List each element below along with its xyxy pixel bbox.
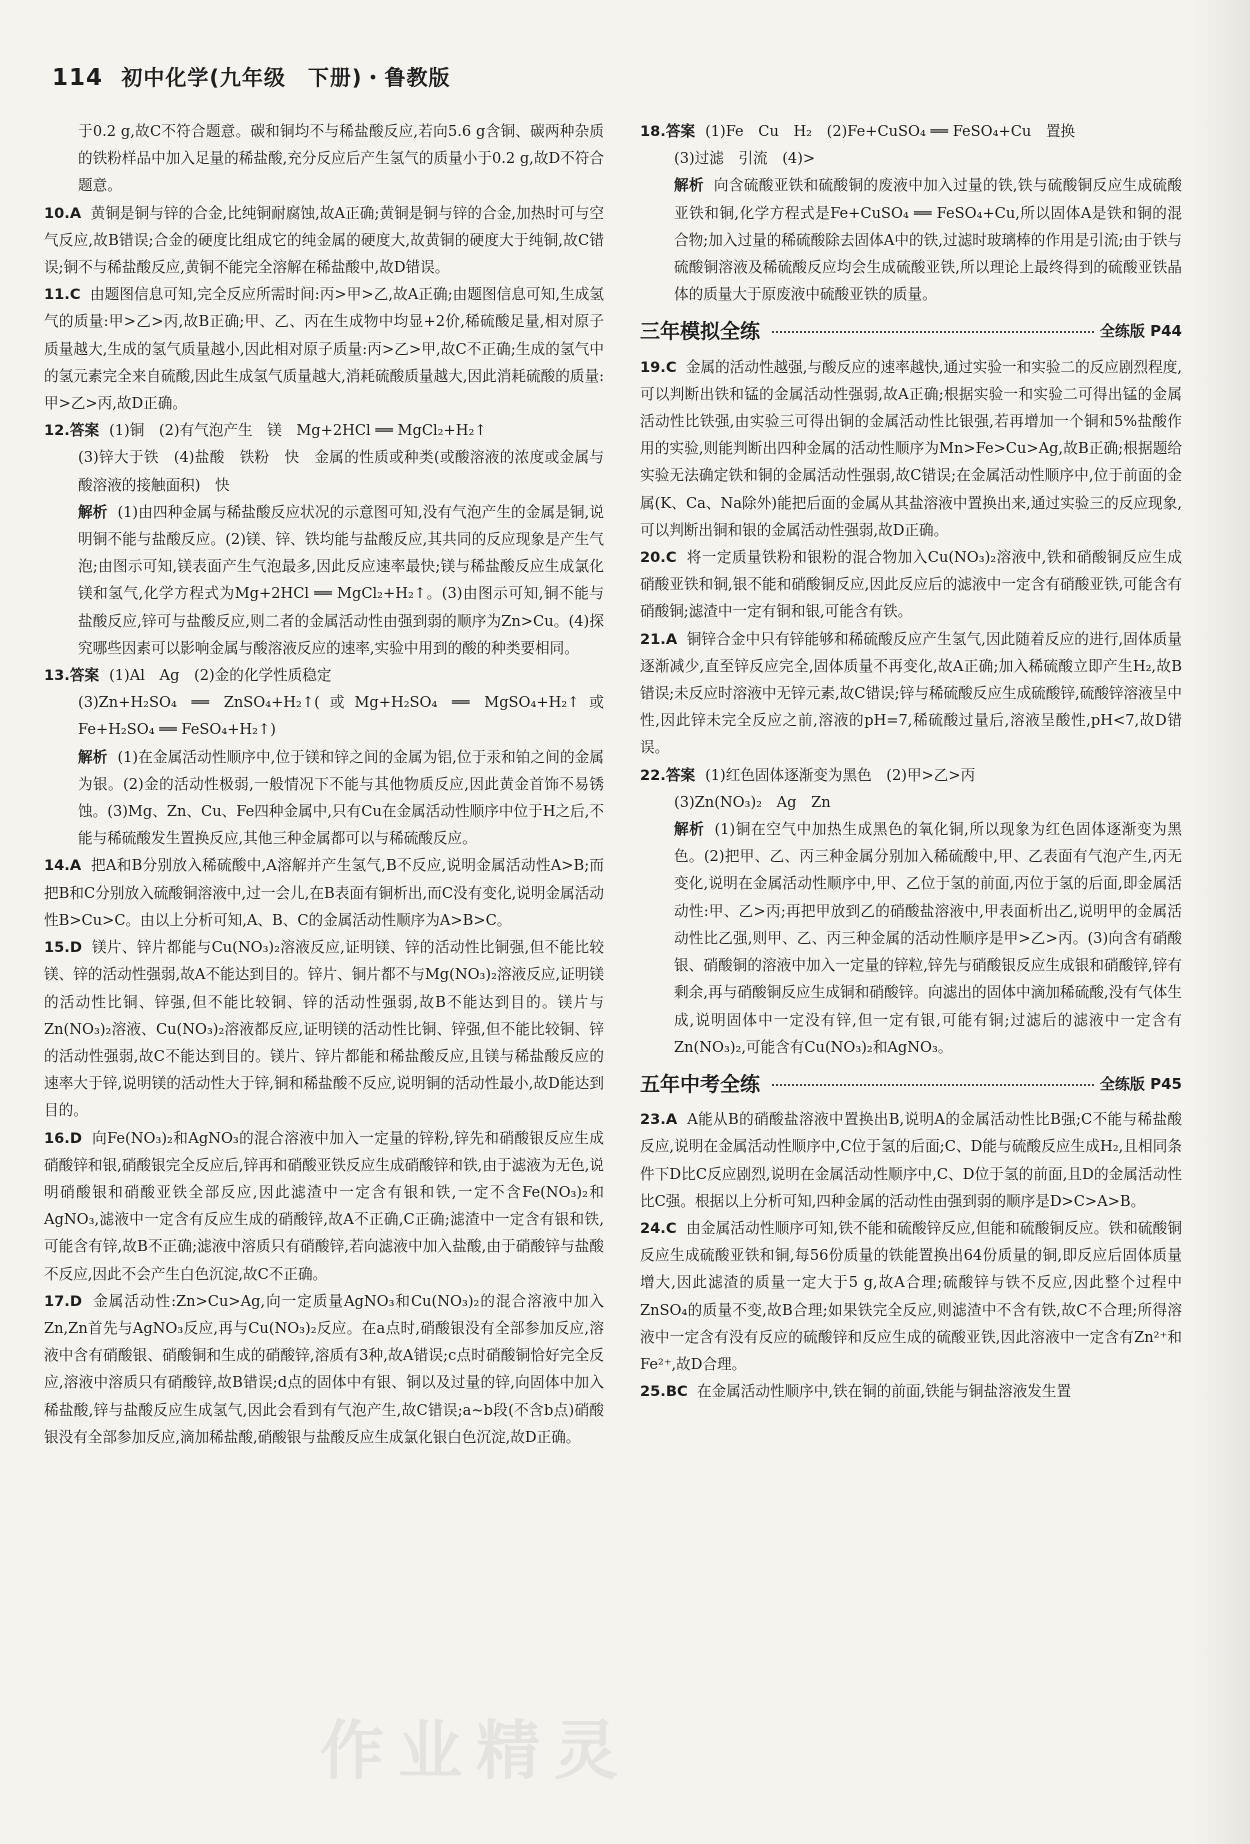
question-number: 18. <box>640 123 666 140</box>
page-number: 114 <box>52 65 104 91</box>
label-tag: 解析 <box>674 177 704 195</box>
section-ref: 全练版 P44 <box>1099 322 1182 341</box>
label-tag: 答案 <box>665 766 696 784</box>
left-column <box>44 118 604 1451</box>
leader-dots <box>772 1084 1094 1086</box>
answer-text: 镁片、锌片都能与Cu(NO₃)₂溶液反应,证明镁、锌的活动性比铜强,但不能比较镁、锌的活动性强弱,故A不能达到目的。锌片、铜片都不与Mg(NO₃)₂溶液反应,证明镁的活动性比铜、锌强,但不能比较铜、锌的活动性强弱,故B不能达到目的。镁片与Zn(NO₃)₂溶液、Cu(NO₃)₂溶液都反应,证明镁的活动性比铜、锌强,但不能比较铜、锌的活动性强弱,故C不能达到目的。镁片、锌片都能和稀盐酸反应,且镁与稀盐酸反应的速率大于锌,说明镁的活动性大于锌,铜和稀盐酸不反应,说明铜的活动性最小,故D能达到目的。 <box>44 939 604 1120</box>
answer-item <box>640 118 1182 172</box>
question-number: 10.A <box>44 204 82 222</box>
watermark: 作业精灵 <box>320 1715 632 1789</box>
answer-text: (1)Al Ag (2)金的化学性质稳定 <box>109 667 332 685</box>
section-title: 五年中考全练 <box>640 1071 760 1096</box>
answer-item <box>44 934 604 1124</box>
answer-item <box>44 852 604 934</box>
answer-text: 黄铜是铜与锌的合金,比纯铜耐腐蚀,故A正确;黄铜是铜与锌的合金,加热时可与空气反应,故B错误;合金的硬度比组成它的纯金属的硬度大,故黄铜的硬度大于纯铜,故C错误;铜不与稀盐酸反应,黄铜不能完全溶解在稀盐酸中,故D错误。 <box>44 204 604 277</box>
question-number: 13. <box>44 667 70 685</box>
answer-text: 在金属活动性顺序中,铁在铜的前面,铁能与铜盐溶液发生置 <box>696 1383 1072 1401</box>
answer-text: 金属活动性:Zn>Cu>Ag,向一定质量AgNO₃和Cu(NO₃)₂的混合溶液中加入Zn,Zn首先与AgNO₃反应,再与Cu(NO₃)₂反应。在a点时,硝酸银没有全部参加反应,溶液中含有硝酸银、硝酸铜和生成的硝酸锌,溶质有3种,故A错误;c点时硝酸铜恰好完全反应,溶液中溶质只有硝酸锌,故B错误;d点的固体中有银、铜以及过量的锌,向固体中加入稀盐酸,锌与盐酸反应生成氢气,因此会看到有气泡产生,故C错误;a~b段(不含b点)硝酸银没有全部参加反应,滴加稀盐酸,硝酸银与盐酸反应生成氯化银白色沉淀,故D正确。 <box>44 1292 604 1446</box>
answer-item <box>640 172 1182 308</box>
question-number: 12. <box>44 422 70 440</box>
answer-item <box>44 200 604 282</box>
question-number: 25.BC <box>640 1383 688 1401</box>
answer-text: 将一定质量铁粉和银粉的混合物加入Cu(NO₃)₂溶液中,铁和硝酸铜反应生成硝酸亚铁和铜,银不能和硝酸铜反应,因此反应后的滤液中一定含有硝酸亚铁,可能含有硝酸铜;滤渣中一定有铜和银,可能含有铁。 <box>640 549 1183 621</box>
question-number: 20.C <box>640 549 677 567</box>
answer-item <box>44 1125 604 1288</box>
section-header-five-year <box>640 1071 1182 1098</box>
label-tag: 解析 <box>78 748 108 766</box>
label-tag: 答案 <box>665 123 696 140</box>
answer-text: (1)Fe Cu H₂ (2)Fe+CuSO₄ ══ FeSO₄+Cu 置换 <box>705 123 1076 140</box>
question-number: 15.D <box>44 939 82 957</box>
answer-text: 把A和B分别放入稀硫酸中,A溶解并产生氢气,B不反应,说明金属活动性A>B;而把B和C分别放入硫酸铜溶液中,过一会儿,在B表面有铜析出,而C没有变化,说明金属活动性B>Cu>C。由以上分析可知,A、B、C的金属活动性顺序为A>B>C。 <box>44 857 604 929</box>
answer-item <box>640 1215 1182 1378</box>
section-title: 三年模拟全练 <box>640 319 760 344</box>
question-number: 23.A <box>640 1111 678 1129</box>
question-number: 21.A <box>640 630 678 648</box>
answer-continuation: (3)Zn(NO₃)₂ Ag Zn <box>674 793 831 811</box>
question-number: 24.C <box>640 1219 677 1237</box>
answer-item <box>44 417 604 499</box>
answer-item <box>640 354 1182 544</box>
answer-text: 金属的活动性越强,与酸反应的速率越快,通过实验一和实验二的反应剧烈程度,可以判断出铁和锰的金属活动性强弱,故A正确;根据实验一和实验二可得出锰的金属活动性比铁强,由实验三可得出铜的金属活动性比银强,若再增加一个铜和5%盐酸作用的实验,则能判断出四种金属的活动性顺序为Mn>Fe>Cu>Ag,故B正确;根据题给实验无法确定铁和铜的金属活动性强弱,故C错误;在金属活动性顺序中,位于前面的金属(K、Ca、Na除外)能把后面的金属从其盐溶液中置换出来,通过实验三的反应现象,可以判断出铜和银的金属活动性强弱,故D正确。 <box>640 358 1182 539</box>
label-tag: 答案 <box>69 667 100 685</box>
question-number: 17.D <box>44 1292 82 1310</box>
right-column <box>640 118 1182 1405</box>
answer-text: (1)铜在空气中加热生成黑色的氧化铜,所以现象为红色固体逐渐变为黑色。(2)把甲、乙、丙三种金属分别加入稀硫酸中,甲、乙表面有气泡产生,丙无变化,说明在金属活动性顺序中,甲、乙位于氢的前面,丙位于氢的后面,即金属活动性:甲、乙>丙;再把甲放到乙的硝酸盐溶液中,甲表面析出乙,说明甲的金属活动性比乙强,则甲、乙、丙三种金属的活动性顺序是甲>乙>丙。(3)向含有硝酸银、硝酸铜的溶液中加入一定量的锌粒,锌先与硝酸银反应生成银和硝酸锌,锌有剩余,再与硝酸铜反应生成铜和硝酸锌。向滤出的固体中滴加稀硫酸,没有气体生成,说明固体中一定没有锌,但一定有银,可能有铜;过滤后的滤液中一定含有Zn(NO₃)₂,可能含有Cu(NO₃)₂和AgNO₃。 <box>674 821 1182 1056</box>
answer-item <box>44 281 604 417</box>
page-header <box>52 62 451 92</box>
answer-continuation: (3)过滤 引流 (4)> <box>674 150 816 168</box>
question-number: 16.D <box>44 1129 82 1147</box>
answer-text: 于0.2 g,故C不符合题意。碳和铜均不与稀盐酸反应,若向5.6 g含铜、碳两种杂质的铁粉样品中加入足量的稀盐酸,充分反应后产生氢气的质量小于0.2 g,故D不符合题意。 <box>78 123 604 195</box>
answer-text: 由金属活动性顺序可知,铁不能和硫酸锌反应,但能和硫酸铜反应。铁和硫酸铜反应生成硫酸亚铁和铜,每56份质量的铁能置换出64份质量的铜,即反应后固体质量增大,因此滤渣的质量一定大于5 g,故A合理;硫酸锌与铁不反应,因此整个过程中ZnSO₄的质量不变,故B合理;如果铁完全反应,则滤渣中不含有铁,故C不合理;所得溶液中一定含有没有反应的硫酸锌和反应生成的硫酸亚铁,因此溶液中一定含有Zn²⁺和Fe²⁺,故D合理。 <box>640 1219 1183 1373</box>
page-edge-shadow <box>1190 0 1250 1844</box>
answer-text: (1)在金属活动性顺序中,位于镁和锌之间的金属为铝,位于汞和铂之间的金属为银。(2)金的活动性极弱,一般情况下不能与其他物质反应,因此黄金首饰不易锈蚀。(3)Mg、Zn、Cu、Fe四种金属中,只有Cu在金属活动性顺序中位于H之后,不能与稀硫酸发生置换反应,其他三种金属都可以与稀硫酸反应。 <box>78 748 604 848</box>
answer-text: 由题图信息可知,完全反应所需时间:丙>甲>乙,故A正确;由题图信息可知,生成氢气的质量:甲>乙>丙,故B正确;甲、乙、丙在生成物中均显+2价,稀硫酸足量,相对原子质量越大,生成的氢气质量越小,因此相对原子质量:丙>乙>甲,故C不正确;生成的氢气中的氢元素完全来自硫酸,因此生成氢气质量越大,消耗硫酸质量越大,因此消耗硫酸的质量:甲>乙>丙,故D正确。 <box>44 286 605 413</box>
answer-text: 向Fe(NO₃)₂和AgNO₃的混合溶液中加入一定量的锌粉,锌先和硝酸银反应生成硝酸锌和银,硝酸银完全反应后,锌再和硝酸亚铁反应生成硝酸锌和铁,由于滤液为无色,说明硝酸银和硝酸亚铁全部反应,因此滤渣中一定含有银和铁,一定不含Fe(NO₃)₂和AgNO₃,滤液中一定含有反应生成的硝酸锌,故A不正确,C正确;滤渣中一定含有银和铁,可能含有锌,故B不正确;滤液中溶质只有硝酸锌,若向滤液中加入盐酸,由于硝酸锌与盐酸不反应,因此不会产生白色沉淀,故C不正确。 <box>44 1129 604 1283</box>
answer-text: (1)铜 (2)有气泡产生 镁 Mg+2HCl ══ MgCl₂+H₂↑ <box>109 422 487 440</box>
answer-item <box>44 744 604 853</box>
question-number: 14.A <box>44 857 82 875</box>
answer-continuation: (3)锌大于铁 (4)盐酸 铁粉 快 金属的性质或种类(或酸溶液的浓度或金属与酸溶液的接触面积) 快 <box>78 449 604 494</box>
answer-continuation: (3)Zn+H₂SO₄ ══ ZnSO₄+H₂↑(或Mg+H₂SO₄ ══ MgSO₄+H₂↑或Fe+H₂SO₄ ══ FeSO₄+H₂↑) <box>78 694 604 739</box>
answer-item <box>640 544 1182 626</box>
book-title: 初中化学(九年级 下册)・鲁教版 <box>121 66 451 90</box>
section-header-three-year <box>640 318 1182 345</box>
question-number: 19.C <box>640 358 677 376</box>
label-tag: 解析 <box>674 821 705 839</box>
answer-text: A能从B的硝酸盐溶液中置换出B,说明A的金属活动性比B强;C不能与稀盐酸反应,说明在金属活动性顺序中,C位于氢的后面;C、D能与硫酸反应生成H₂,且相同条件下D比C反应剧烈,说明在金属活动性顺序中,C、D位于氢的前面,且D的金属活动性比C强。根据以上分析可知,四种金属的活动性由强到弱的顺序是D>C>A>B。 <box>640 1111 1183 1210</box>
answer-item <box>640 816 1182 1061</box>
answer-item <box>44 499 604 662</box>
answer-text: (1)由四种金属与稀盐酸反应状况的示意图可知,没有气泡产生的金属是铜,说明铜不能与盐酸反应。(2)镁、锌、铁均能与盐酸反应,其共同的反应现象是产生气泡;由图示可知,镁表面产生气泡最多,因此反应速率最快;镁与稀盐酸反应生成氯化镁和氢气,化学方程式为Mg+2HCl ══ MgCl₂+H₂↑。(3)由图示可知,铜不能与盐酸反应,锌可与盐酸反应,则二者的金属活动性由强到弱的顺序为Zn>Cu。(4)探究哪些因素可以影响金属与酸溶液反应的速率,实验中用到的酸的种类要相同。 <box>78 503 604 657</box>
question-number: 11.C <box>44 286 81 304</box>
section-ref: 全练版 P45 <box>1099 1074 1182 1093</box>
answer-text: (1)红色固体逐渐变为黑色 (2)甲>乙>丙 <box>705 766 976 784</box>
answer-item <box>640 1378 1182 1405</box>
question-number: 22. <box>640 766 666 784</box>
leader-dots <box>772 331 1094 333</box>
answer-item <box>640 762 1182 816</box>
label-tag: 解析 <box>78 503 108 521</box>
answer-text: 向含硫酸亚铁和硫酸铜的废液中加入过量的铁,铁与硫酸铜反应生成硫酸亚铁和铜,化学方程式是Fe+CuSO₄ ══ FeSO₄+Cu,所以固体A是铁和铜的混合物;加入过量的稀硫酸除去固体A中的铁,过滤时玻璃棒的作用是引流;由于铁与硫酸铜溶液及稀硫酸反应均会生成硫酸亚铁,所以理论上最终得到的硫酸亚铁晶体的质量大于原废液中硫酸亚铁的质量。 <box>674 177 1182 304</box>
answer-item <box>44 118 604 200</box>
answer-item <box>44 662 604 744</box>
label-tag: 答案 <box>69 422 100 440</box>
answer-item <box>640 1106 1182 1215</box>
answer-item <box>44 1288 604 1451</box>
answer-text: 铜锌合金中只有锌能够和稀硫酸反应产生氢气,因此随着反应的进行,固体质量逐渐减少,直至锌反应完全,固体质量不再变化,故A正确;加入稀硫酸立即产生H₂,故B错误;未反应时溶液中无锌元素,故C错误;锌与稀硫酸反应生成硫酸锌,硫酸锌溶液呈中性,因此锌未完全反应之前,溶液的pH=7,稀硫酸过量后,溶液呈酸性,pH<7,故D错误。 <box>640 630 1183 757</box>
answer-item <box>640 626 1182 762</box>
